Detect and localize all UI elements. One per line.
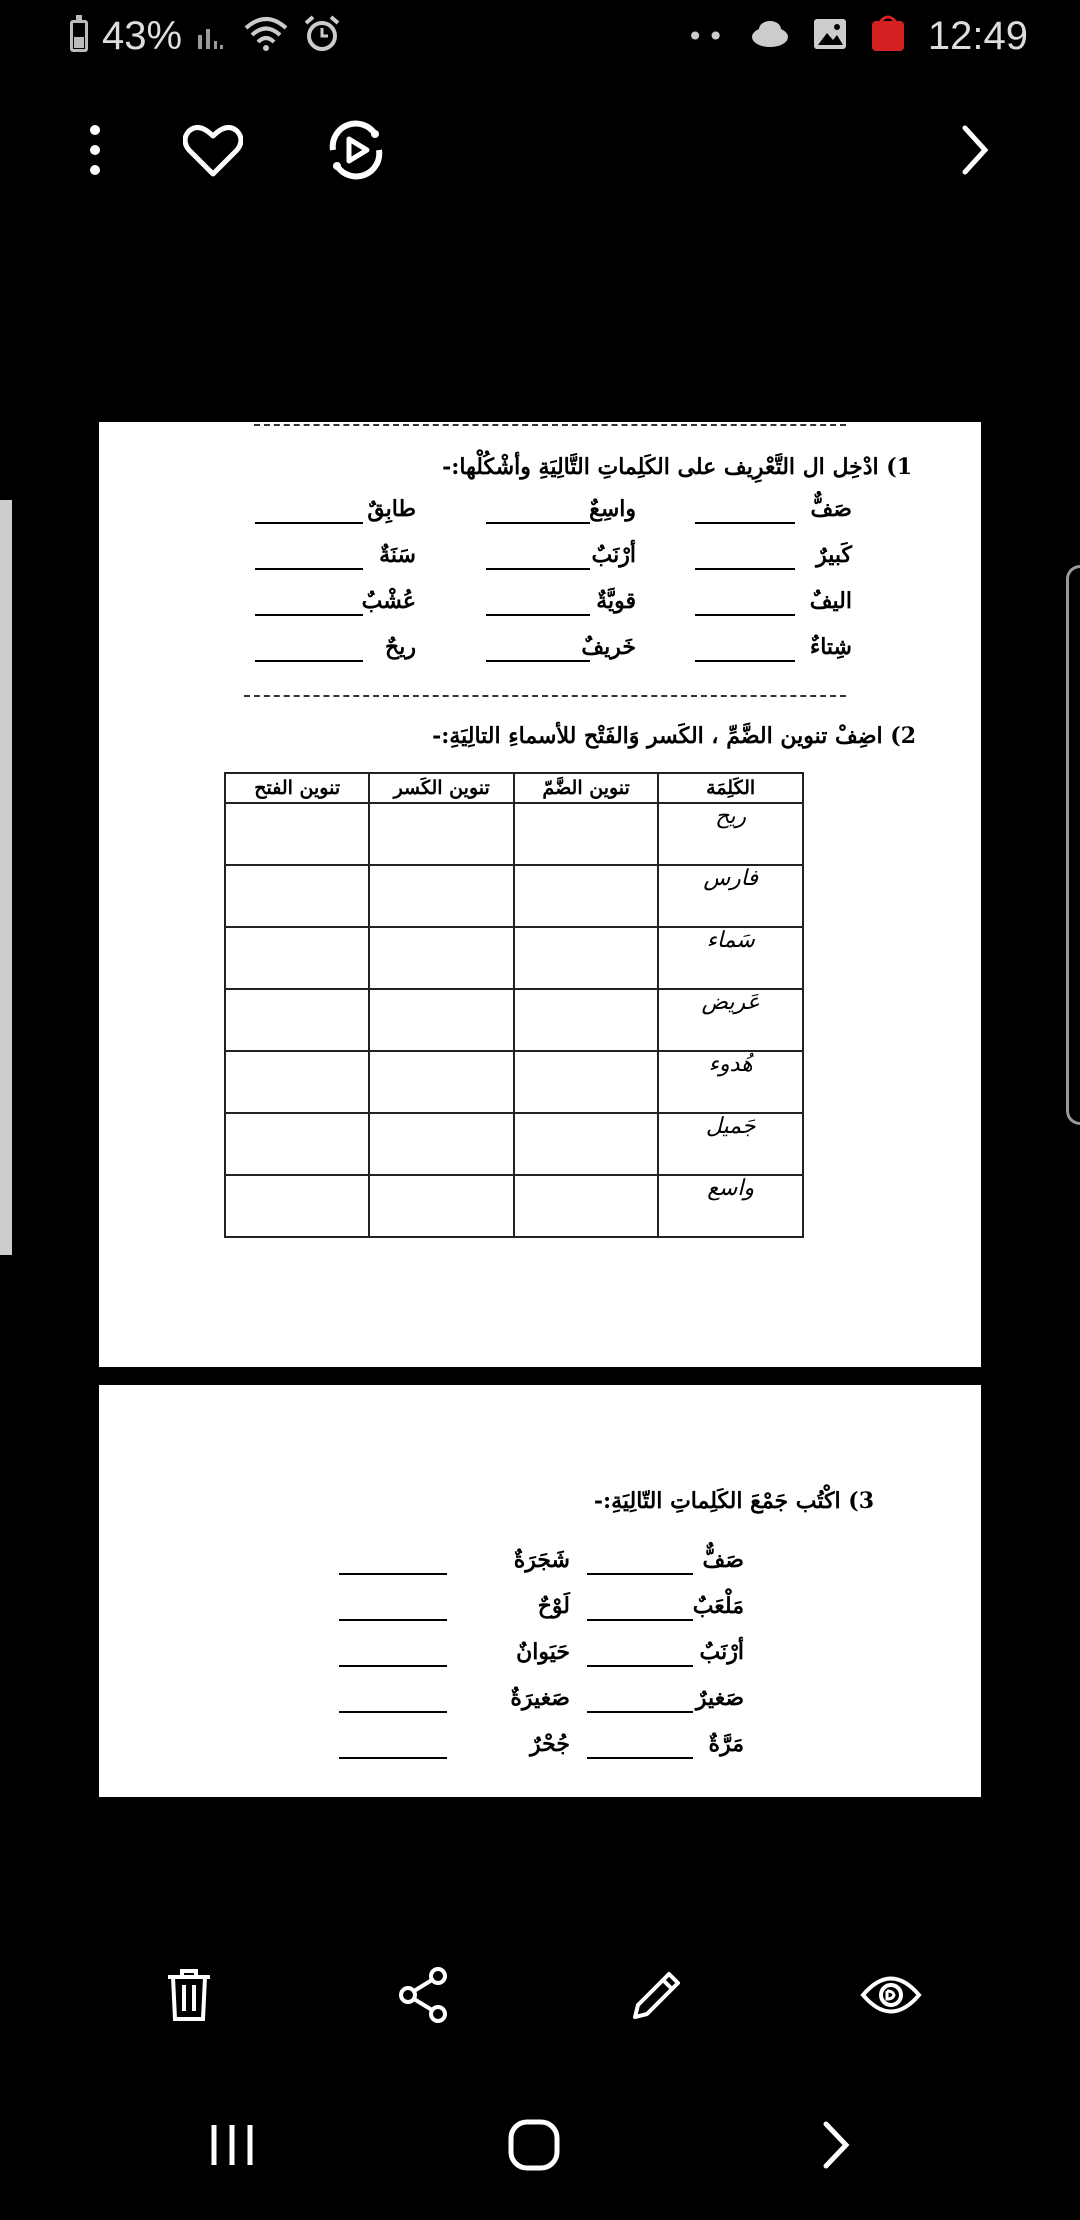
- answer-cell: [369, 865, 514, 927]
- right-edge-handle[interactable]: [1066, 565, 1080, 1125]
- column-header-kasra: تنوين الكَسر: [369, 773, 514, 803]
- next-button[interactable]: [925, 100, 1025, 200]
- answer-cell: [514, 803, 658, 865]
- answer-cell: [514, 1175, 658, 1237]
- q1-word: شِتاءٌ: [809, 634, 852, 660]
- q1-word: قويَّةٌ: [596, 588, 636, 614]
- delete-button[interactable]: [139, 1945, 239, 2045]
- answer-blank: [255, 522, 363, 524]
- answer-cell: [369, 803, 514, 865]
- table-word-cell: عَريض: [658, 989, 803, 1051]
- viewer-toolbar: [0, 100, 1080, 210]
- answer-blank: [486, 568, 590, 570]
- table-row: [225, 1175, 803, 1237]
- battery-icon: [70, 20, 88, 52]
- answer-blank: [255, 614, 363, 616]
- more-vertical-icon: [85, 120, 105, 180]
- answer-cell: [514, 927, 658, 989]
- q3-word: جُحْرٌ: [530, 1731, 570, 1757]
- table-header-row: [225, 773, 803, 803]
- answer-cell: [225, 1175, 369, 1237]
- table-word-cell: سَماء: [658, 927, 803, 989]
- q1-word: خَريفٌ: [581, 634, 636, 660]
- signal-icon: [196, 17, 230, 55]
- gallery-icon: [812, 17, 848, 55]
- q1-word: كَبيرٌ: [816, 542, 852, 568]
- column-header-fatha: تنوين الفتح: [225, 773, 369, 803]
- answer-cell: [514, 989, 658, 1051]
- play-rotate-icon: [323, 117, 389, 183]
- pencil-icon: [629, 1967, 685, 2023]
- answer-cell: [225, 865, 369, 927]
- answer-blank: [486, 660, 590, 662]
- table-row: [225, 1113, 803, 1175]
- system-nav-bar: [0, 2090, 1080, 2200]
- answer-cell: [369, 1051, 514, 1113]
- table-row: [225, 989, 803, 1051]
- answer-cell: [514, 865, 658, 927]
- bixby-vision-button[interactable]: [841, 1945, 941, 2045]
- answer-cell: [369, 1175, 514, 1237]
- table-word-cell: هُدوء: [658, 1051, 803, 1113]
- answer-cell: [225, 989, 369, 1051]
- q1-word: صَفٌّ: [810, 496, 852, 522]
- alarm-icon: [302, 14, 342, 58]
- answer-cell: [514, 1051, 658, 1113]
- q3-word: مَرَّةٌ: [708, 1731, 744, 1757]
- table-word-cell: ريح: [658, 803, 803, 865]
- home-button[interactable]: [474, 2090, 594, 2200]
- q1-word: اليفٌ: [809, 588, 852, 614]
- answer-cell: [225, 1113, 369, 1175]
- q1-word: أرْنَبٌ: [591, 542, 636, 568]
- more-notifications-icon: ••: [686, 19, 728, 53]
- answer-blank: [587, 1711, 693, 1713]
- more-options-button[interactable]: [45, 100, 145, 200]
- q3-word: صَغيرٌ: [695, 1685, 744, 1711]
- answer-blank: [255, 660, 363, 662]
- table-word-cell: واسع: [658, 1175, 803, 1237]
- trash-icon: [164, 1967, 214, 2023]
- q1-word: طابِقٌ: [367, 496, 416, 522]
- back-button[interactable]: [776, 2090, 896, 2200]
- clock: 12:49: [927, 13, 1028, 58]
- wifi-icon: [244, 16, 288, 56]
- answer-blank: [587, 1665, 693, 1667]
- chevron-right-icon: [957, 122, 993, 178]
- q3-word: لَوْحٌ: [537, 1593, 570, 1619]
- answer-blank: [255, 568, 363, 570]
- separator-line: [244, 695, 846, 697]
- heart-icon: [183, 122, 243, 178]
- answer-cell: [369, 1113, 514, 1175]
- answer-blank: [339, 1665, 447, 1667]
- answer-cell: [514, 1113, 658, 1175]
- motion-photo-button[interactable]: [306, 100, 406, 200]
- chevron-right-icon: [820, 2120, 852, 2170]
- answer-blank: [587, 1619, 693, 1621]
- document-page-1: [99, 422, 981, 1367]
- q3-word: أرْنَبٌ: [699, 1639, 744, 1665]
- answer-blank: [486, 522, 590, 524]
- edit-button[interactable]: [607, 1945, 707, 2045]
- q3-word: شَجَرَةٌ: [513, 1547, 570, 1573]
- answer-blank: [486, 614, 590, 616]
- table-row: [225, 1051, 803, 1113]
- q3-word: مَلْعَبٌ: [692, 1593, 744, 1619]
- recent-apps-icon: [208, 2121, 256, 2169]
- share-icon: [396, 1966, 450, 2024]
- table-word-cell: فارس: [658, 865, 803, 927]
- q1-word: ريحٌ: [385, 634, 416, 660]
- answer-blank: [339, 1757, 447, 1759]
- q3-word: صَغيرَةٌ: [510, 1685, 570, 1711]
- answer-cell: [225, 1051, 369, 1113]
- answer-blank: [587, 1573, 693, 1575]
- answer-cell: [225, 803, 369, 865]
- battery-percent: 43%: [102, 13, 183, 58]
- answer-blank: [339, 1573, 447, 1575]
- answer-blank: [339, 1619, 447, 1621]
- document-page-2: [99, 1385, 981, 1797]
- answer-cell: [225, 927, 369, 989]
- table-row: [225, 803, 803, 865]
- recent-apps-button[interactable]: [172, 2090, 292, 2200]
- column-header-damma: تنوين الضَّمّ: [514, 773, 658, 803]
- answer-blank: [695, 660, 795, 662]
- table-row: [225, 865, 803, 927]
- q1-word: عُشْبٌ: [361, 588, 416, 614]
- separator-line: [254, 424, 846, 426]
- cloud-icon: [750, 19, 790, 53]
- share-button[interactable]: [373, 1945, 473, 2045]
- q1-title: 1) ادْخِل ال التَّعْرِيف على الكَلِماتِ التَّالِيَةِ وأشْكُلْها:-: [442, 454, 912, 480]
- shopping-app-icon: [870, 15, 906, 57]
- q2-title: 2) اضِفْ تنوين الضَّمِّ ، الكَسر وَالفَتْح للأسماءِ التالِيَةِ:-: [432, 723, 916, 749]
- left-edge-indicator: [0, 500, 12, 1255]
- home-icon: [507, 2118, 561, 2172]
- table-row: [225, 927, 803, 989]
- q3-word: حَيَوانٌ: [516, 1639, 570, 1665]
- q3-word: صَفٌّ: [702, 1547, 744, 1573]
- q1-word: واسِعٌ: [589, 496, 636, 522]
- eye-icon: [860, 1972, 922, 2018]
- answer-cell: [369, 927, 514, 989]
- answer-blank: [695, 568, 795, 570]
- answer-blank: [339, 1711, 447, 1713]
- action-bar: [0, 1920, 1080, 2060]
- table-word-cell: جَميل: [658, 1113, 803, 1175]
- answer-blank: [695, 522, 795, 524]
- column-header-word: الكَلِمَة: [658, 773, 803, 803]
- favorite-button[interactable]: [163, 100, 263, 200]
- q1-word: سَنَةٌ: [379, 542, 416, 568]
- status-bar: [0, 0, 1080, 72]
- answer-blank: [587, 1757, 693, 1759]
- answer-cell: [369, 989, 514, 1051]
- q3-title: 3) اكْتُب جَمْعَ الكَلِماتِ التّالِيَةِ:-: [593, 1488, 874, 1514]
- tanween-table: [224, 772, 804, 1238]
- answer-blank: [695, 614, 795, 616]
